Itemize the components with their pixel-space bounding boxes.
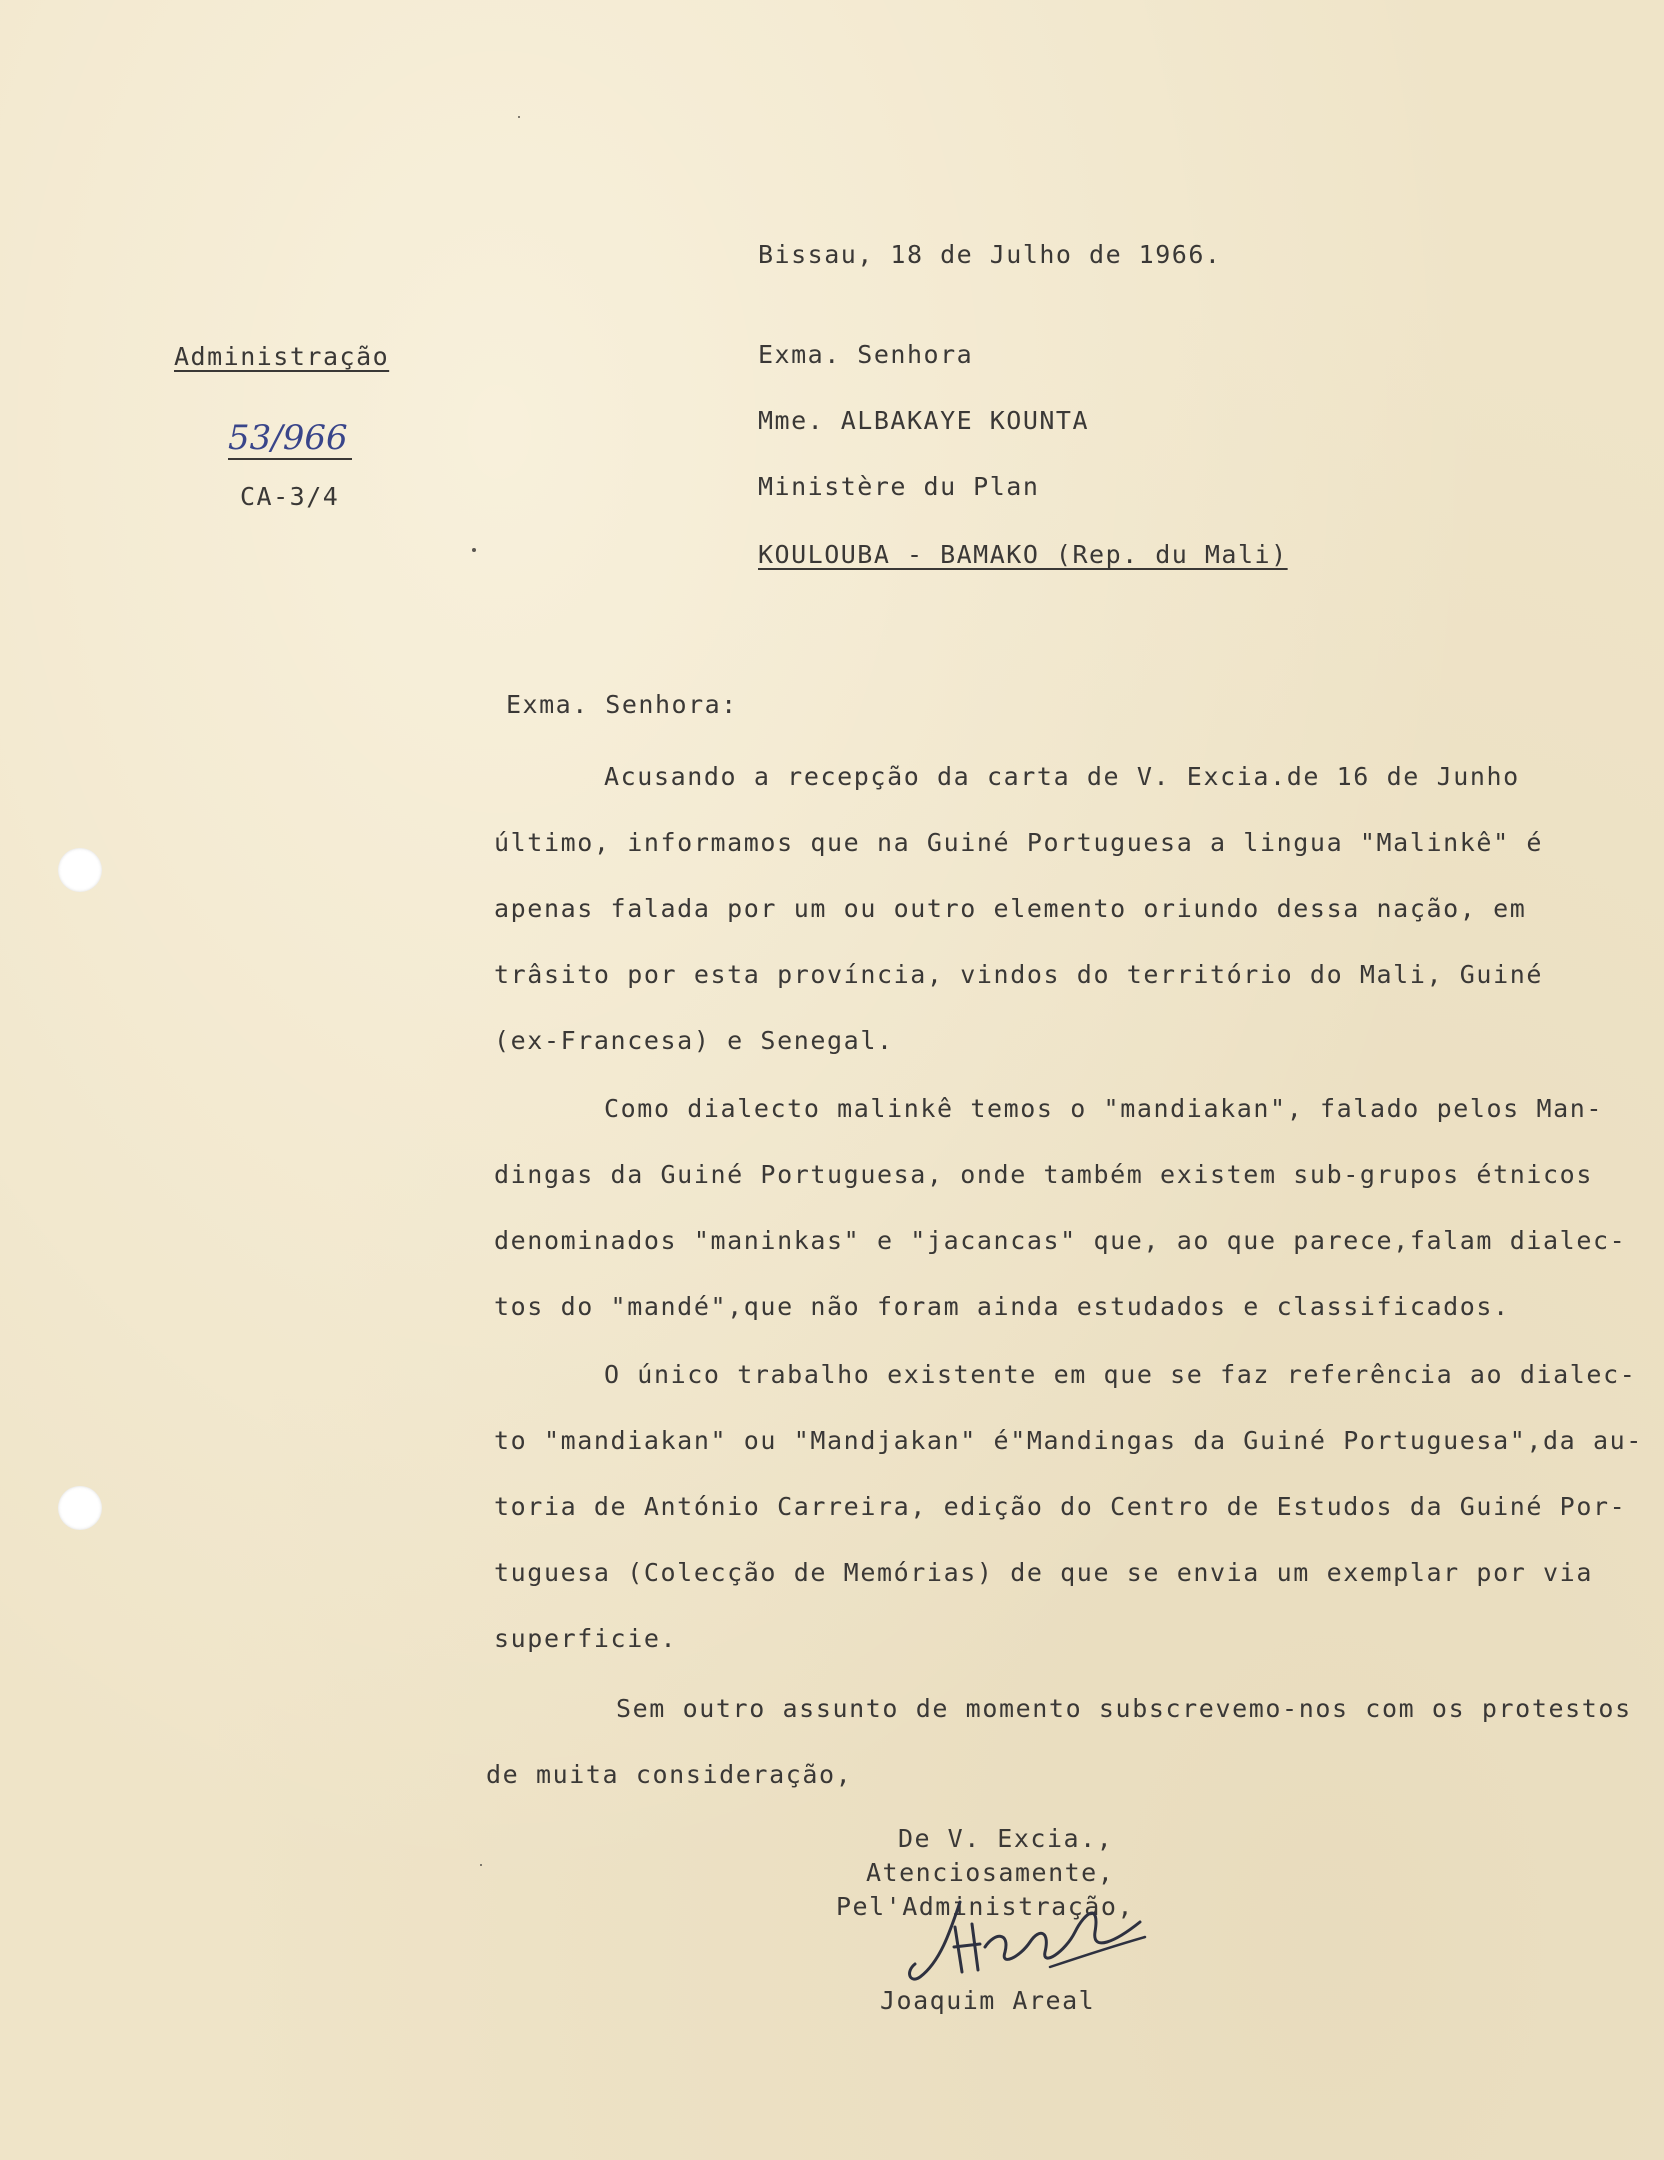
body-line: trâsito por esta província, vindos do território do Mali, Guiné [494, 960, 1544, 989]
department-label: Administração [174, 342, 390, 371]
body-line: tos do "mandé",que não foram ainda estudados e classificados. [494, 1292, 1510, 1321]
handwritten-signature [900, 1872, 1160, 1992]
closing-line: Pel'Administração, [836, 1892, 1134, 1921]
body-line: denominados "maninkas" e "jacancas" que, ao que parece,falam dialec- [494, 1226, 1627, 1255]
addressee-office: Ministère du Plan [758, 472, 1040, 501]
body-line: Acusando a recepção da carta de V. Excia.de 16 de Junho [604, 762, 1520, 791]
body-line: apenas falada por um ou outro elemento oriundo dessa nação, em [494, 894, 1527, 923]
body-line: dingas da Guiné Portuguesa, onde também existem sub-grupos étnicos [494, 1160, 1593, 1189]
letter-greeting: Exma. Senhora: [506, 690, 738, 719]
addressee-name: Mme. ALBAKAYE KOUNTA [758, 406, 1090, 435]
body-line: Sem outro assunto de momento subscrevemo-nos com os protestos [616, 1694, 1632, 1723]
punch-hole-bottom [58, 1486, 102, 1530]
body-line: tuguesa (Colecção de Memórias) de que se envia um exemplar por via [494, 1558, 1593, 1587]
body-line: toria de António Carreira, edição do Centro de Estudos da Guiné Por- [494, 1492, 1627, 1521]
file-code: CA-3/4 [240, 482, 340, 511]
addressee-salutation: Exma. Senhora [758, 340, 974, 369]
signatory-name: Joaquim Areal [880, 1986, 1096, 2015]
body-line: to "mandiakan" ou "Mandjakan" é"Mandingas da Guiné Portuguesa",da au- [494, 1426, 1643, 1455]
ink-speck [480, 1864, 482, 1866]
ink-speck [472, 548, 476, 552]
body-line: último, informamos que na Guiné Portuguesa a lingua "Malinkê" é [494, 828, 1544, 857]
body-line: superficie. [494, 1624, 678, 1653]
body-line: (ex-Francesa) e Senegal. [494, 1026, 894, 1055]
punch-hole-top [58, 848, 102, 892]
body-line: Como dialecto malinkê temos o "mandiakan", falado pelos Man- [604, 1094, 1604, 1123]
closing-line: Atenciosamente, [866, 1858, 1115, 1887]
ink-speck [518, 116, 520, 118]
date-line: Bissau, 18 de Julho de 1966. [758, 240, 1222, 269]
closing-line: De V. Excia., [898, 1824, 1114, 1853]
body-line: O único trabalho existente em que se faz referência ao dialec- [604, 1360, 1637, 1389]
reference-number: 53/966 [228, 418, 352, 460]
body-line: de muita consideração, [486, 1760, 853, 1789]
addressee-location: KOULOUBA - BAMAKO (Rep. du Mali) [758, 540, 1288, 569]
